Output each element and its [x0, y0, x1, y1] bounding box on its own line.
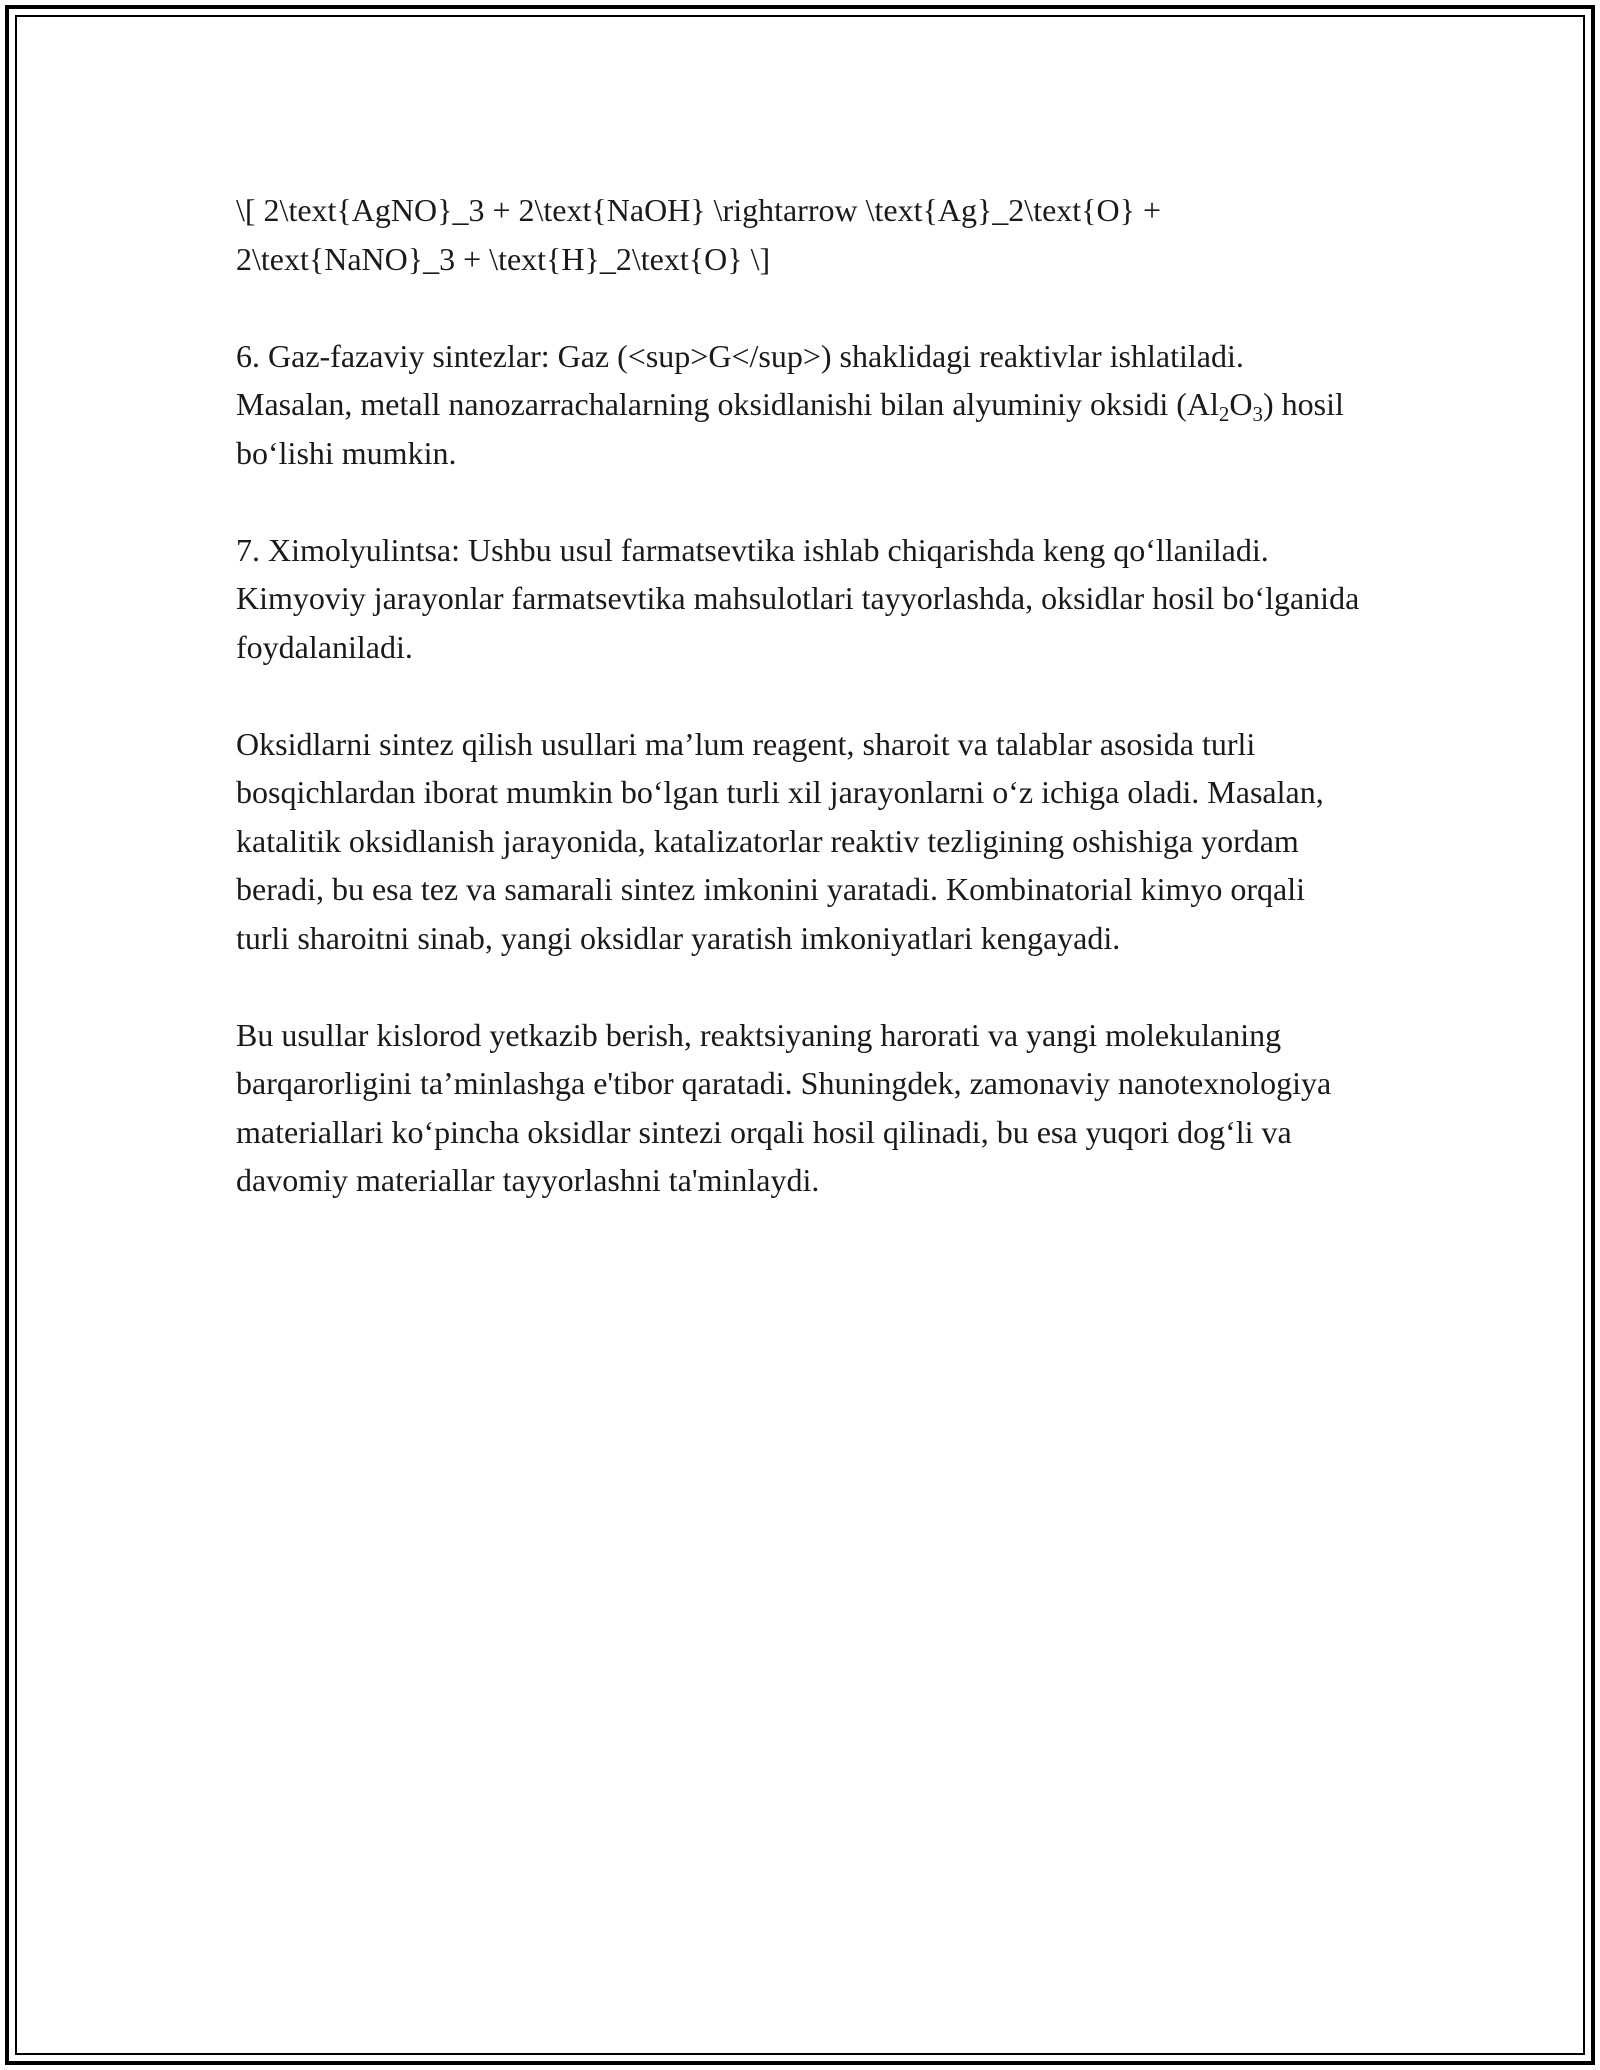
- subscript-2: 2: [1218, 402, 1230, 426]
- list-item-7: 7. Ximolyulintsa: Ushbu usul farmatsevtika ishlab chiqarishda keng qo‘llaniladi. Kimyoviy jarayonlar farmatsevtika mahsulotlari tayyorlashda, oksidlar hosil bo‘lganida foydalaniladi.: [236, 531, 1360, 665]
- list-item-6-end: ) hosil bo‘lishi mumkin.: [236, 386, 1344, 471]
- equation-line-1: \[ 2\text{AgNO}_3 + 2\text{NaOH} \rightarrow \text{Ag}_2\text{O} +: [236, 192, 1162, 228]
- list-item-6-text: 6. Gaz-fazaviy sintezlar: Gaz (<sup>G</sup>) shaklidagi reaktivlar ishlatiladi. Masalan, metall nanozarrachalarning oksidlanishi bilan alyuminiy oksidi (Al: [236, 337, 1244, 422]
- oxygen-symbol: O: [1229, 386, 1253, 422]
- paragraph-synthesis-methods: Oksidlarni sintez qilish usullari ma’lum reagent, sharoit va talablar asosida turli bosqichlardan iborat mumkin bo‘lgan turli xil jarayonlarni o‘z ichiga oladi. Masalan, katalitik oksidlanish jarayonida, katalizatorlar reaktiv tezligining oshishiga yordam beradi, bu esa tez va samarali sintez imkonini yaratadi. Kombinatorial kimyo orqali turli sharoitni sinab, yangi oksidlar yaratish imkoniyatlari kengayadi.: [236, 725, 1324, 956]
- equation-line-2: 2\text{NaNO}_3 + \text{H}_2\text{O} \]: [236, 240, 771, 277]
- document-body: [236, 186, 1366, 1253]
- list-item-6: [236, 332, 1366, 478]
- equation-block: [236, 186, 1366, 283]
- subscript-3: 3: [1252, 402, 1263, 426]
- paragraph-conclusion: Bu usullar kislorod yetkazib berish, reaktsiyaning harorati va yangi molekulaning barqarorligini ta’minlashga e'tibor qaratadi. Shuningdek, zamonaviy nanotexnologiya materiallari ko‘pincha oksidlar sintezi orqali hosil qilinadi, bu esa yuqori dog‘li va davomiy materiallar tayyorlashni ta'minlaydi.: [236, 1016, 1332, 1198]
